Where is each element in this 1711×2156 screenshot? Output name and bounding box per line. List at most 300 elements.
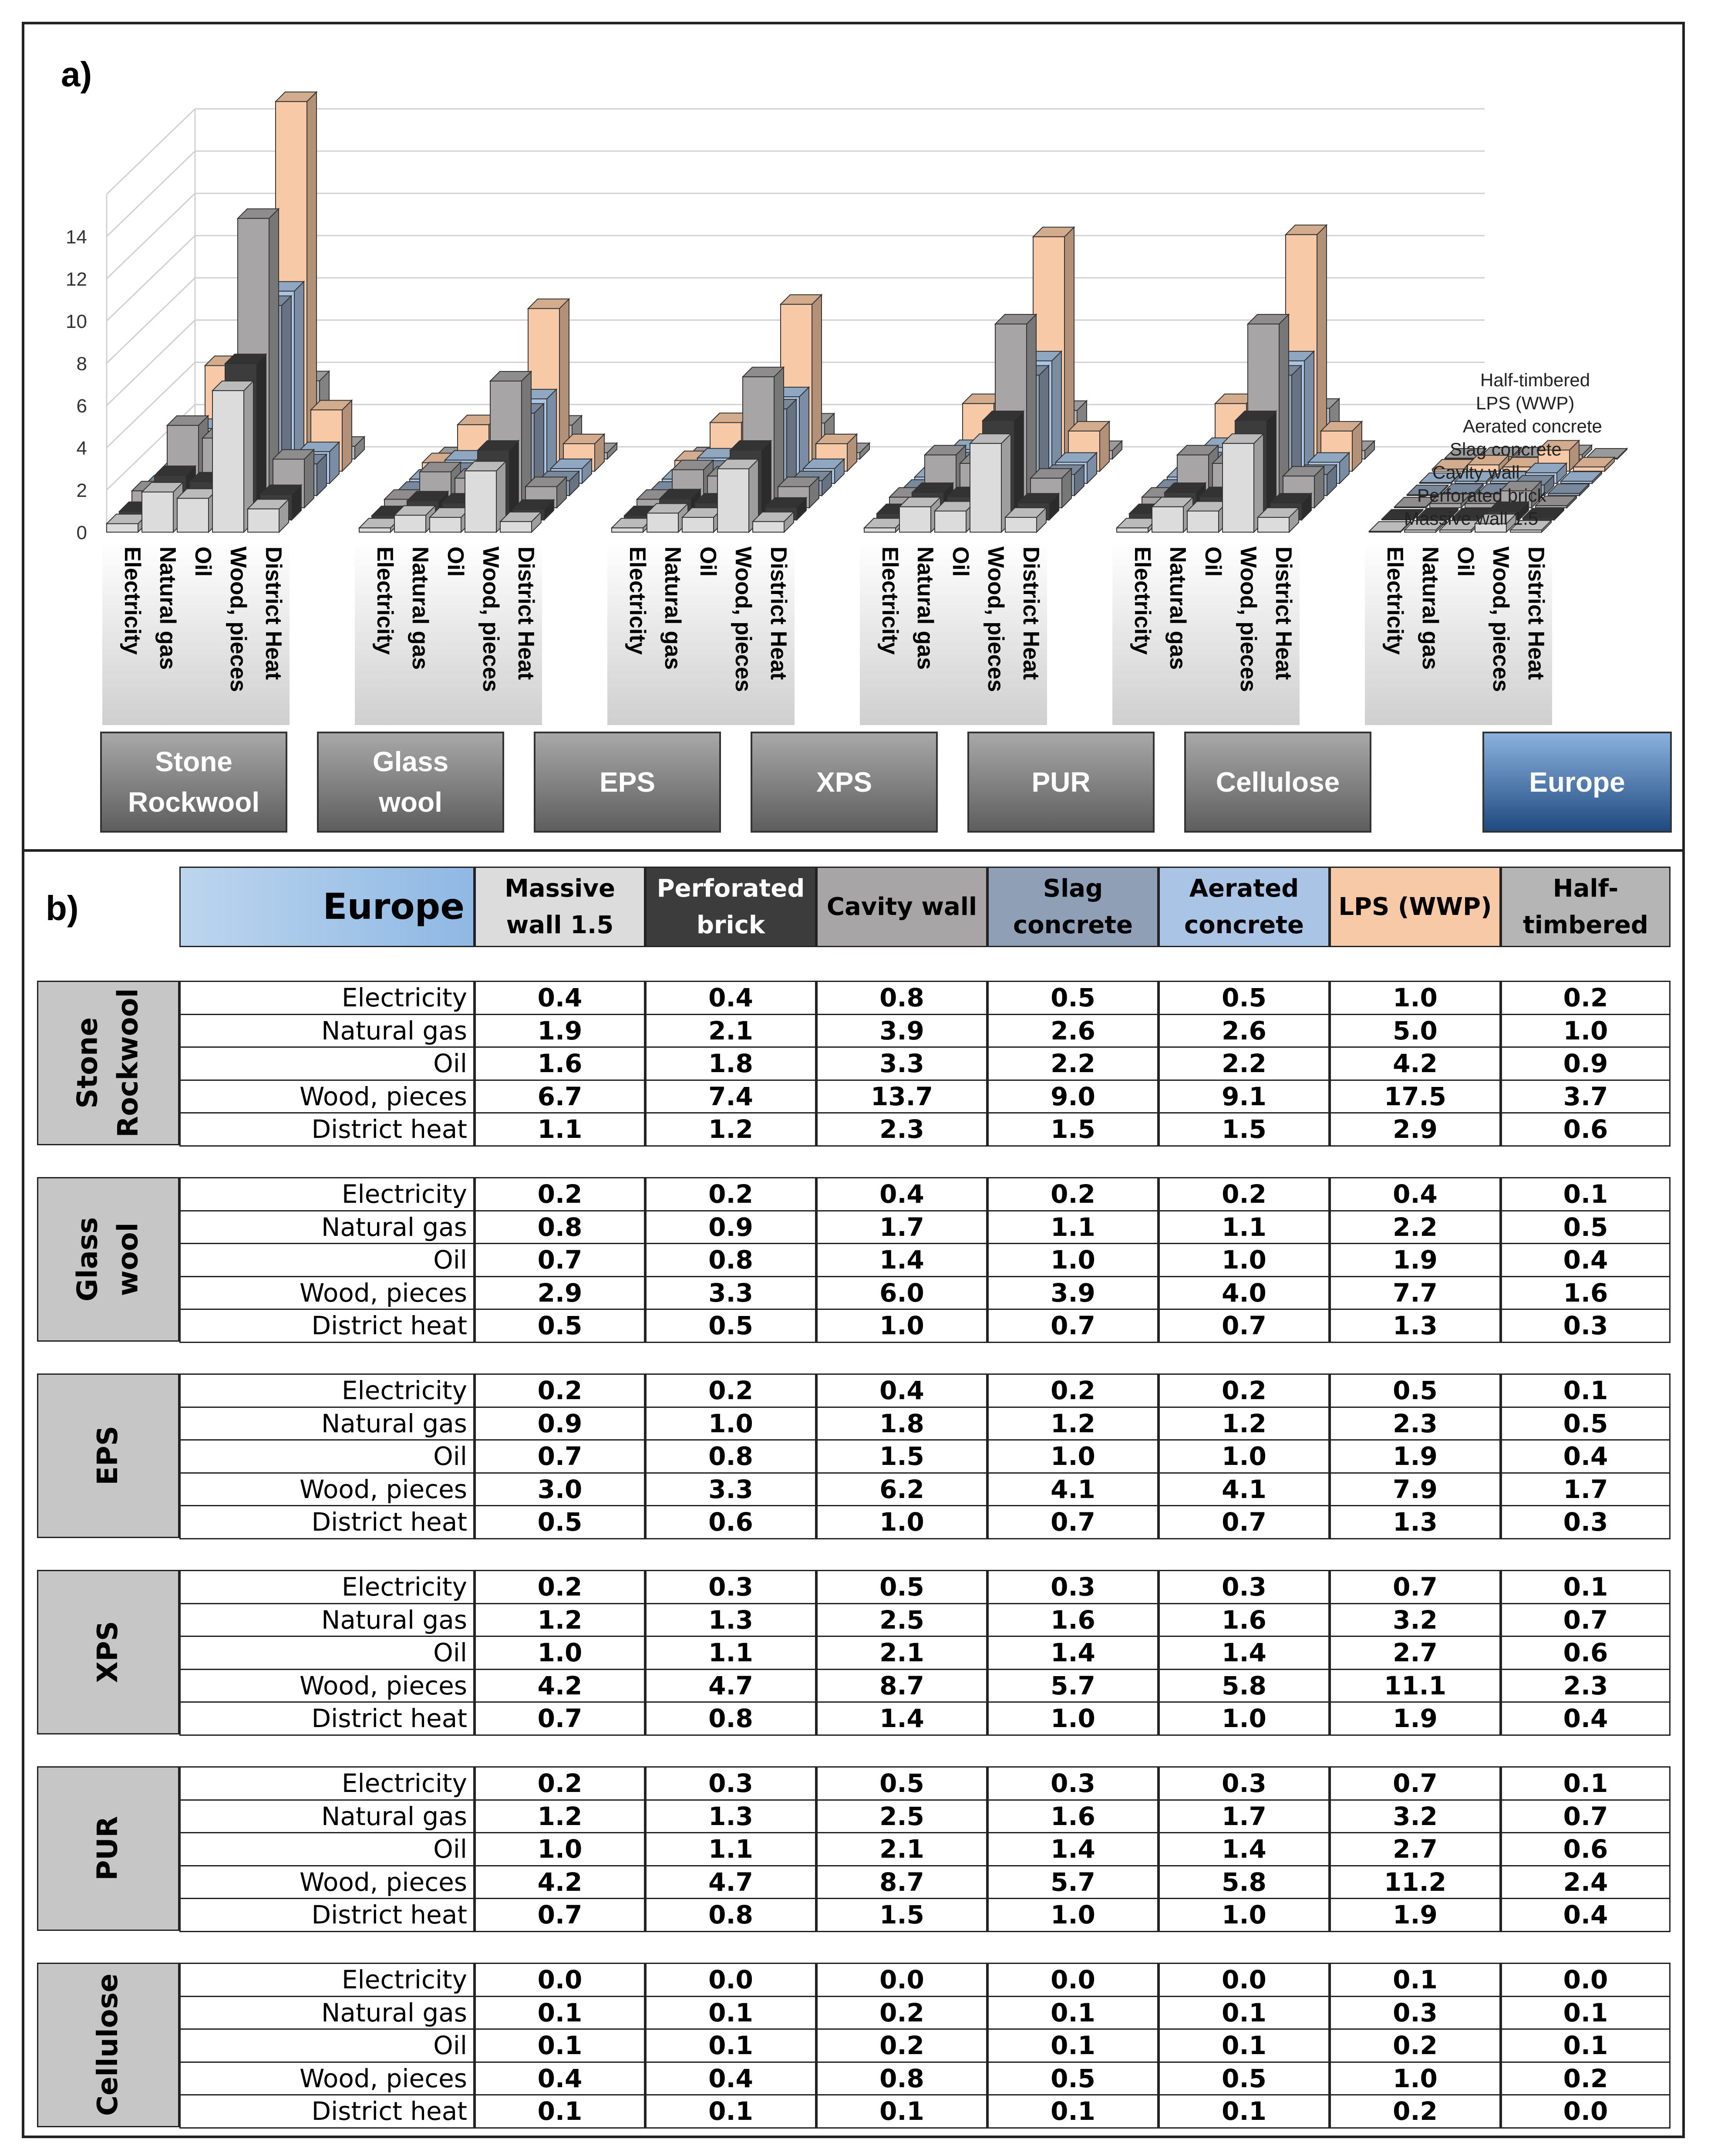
table-cell-value: 0.5 — [1159, 981, 1330, 1015]
x-category-label: Natural gas — [913, 547, 938, 670]
table-row-label: Oil — [179, 1832, 475, 1866]
table-cell-value: 0.5 — [475, 1505, 645, 1539]
table-cell-value: 2.4 — [1501, 1865, 1671, 1900]
table-cell-value: 1.0 — [1501, 1014, 1671, 1048]
table-cell-value: 2.7 — [1330, 1636, 1501, 1670]
table-row-label: Natural gas — [179, 1996, 475, 2030]
table-cell-value: 0.3 — [987, 1570, 1159, 1604]
table-row-label: Natural gas — [179, 1210, 475, 1245]
x-category-label: Wood, pieces — [478, 547, 503, 692]
table-cell-value: 1.4 — [987, 1636, 1159, 1670]
table-cell-value: 0.5 — [475, 1309, 645, 1343]
table-cell-value: 0.8 — [475, 1210, 645, 1245]
table-row-label: Wood, pieces — [179, 1276, 475, 1310]
bar-lps — [1573, 457, 1614, 471]
bar-massive — [899, 497, 940, 532]
table-row-label: Electricity — [179, 1963, 475, 1997]
table-cell-value: 2.9 — [1330, 1112, 1501, 1147]
table-cell-value: 2.3 — [816, 1112, 987, 1147]
panel-b-label: b) — [46, 889, 79, 928]
table-cell-value: 9.1 — [1159, 1080, 1330, 1114]
table-cell-value: 0.8 — [645, 1243, 816, 1277]
table-region-header: Europe — [179, 867, 475, 947]
table-row-label: Natural gas — [179, 1603, 475, 1637]
table-cell-value: 1.3 — [1330, 1309, 1501, 1343]
table-cell-value: 2.6 — [987, 1014, 1159, 1048]
table-cell-value: 0.7 — [1159, 1309, 1330, 1343]
table-cell-value: 0.2 — [1501, 981, 1671, 1015]
table-cell-value: 0.3 — [1159, 1570, 1330, 1604]
table-cell-value: 1.5 — [816, 1898, 987, 1932]
table-cell-value: 0.4 — [1330, 1177, 1501, 1211]
y-tick-label: 2 — [76, 480, 87, 501]
table-cell-value: 1.2 — [475, 1603, 645, 1637]
table-cell-value: 3.3 — [645, 1276, 816, 1310]
table-cell-value: 1.0 — [987, 1898, 1159, 1932]
table-cell-value: 4.7 — [645, 1669, 816, 1703]
table-cell-value: 0.3 — [645, 1766, 816, 1801]
series-depth-label: Perforated brick — [1417, 485, 1546, 506]
table-cell-value: 1.4 — [816, 1243, 987, 1277]
bar-massive — [248, 499, 289, 532]
table-cell-value: 0.6 — [1501, 1636, 1671, 1670]
table-cell-value: 1.9 — [1330, 1898, 1501, 1932]
table-cell-value: 1.6 — [1501, 1276, 1671, 1310]
table-cell-value: 1.3 — [645, 1799, 816, 1834]
y-tick-label: 8 — [76, 353, 87, 375]
table-cell-value: 1.1 — [987, 1210, 1159, 1245]
table-cell-value: 1.0 — [816, 1309, 987, 1343]
table-cell-value: 1.2 — [645, 1112, 816, 1147]
table-column-header: Massive wall 1.5 — [475, 867, 645, 947]
table-cell-value: 0.1 — [1501, 2028, 1671, 2063]
table-cell-value: 1.7 — [1501, 1472, 1671, 1507]
table-cell-value: 0.7 — [987, 1505, 1159, 1539]
table-cell-value: 0.8 — [645, 1701, 816, 1736]
table-row-label: Electricity — [179, 1766, 475, 1801]
table-cell-value: 0.2 — [475, 1570, 645, 1604]
table-cell-value: 1.0 — [475, 1832, 645, 1866]
table-cell-value: 1.0 — [987, 1243, 1159, 1277]
table-cell-value: 9.0 — [987, 1080, 1159, 1114]
table-group-label: EPS — [37, 1373, 179, 1538]
table-cell-value: 11.2 — [1330, 1865, 1501, 1900]
table-row-label: District heat — [179, 1309, 475, 1343]
table-cell-value: 6.7 — [475, 1080, 645, 1114]
table-row-label: Oil — [179, 1046, 475, 1081]
x-category-label: Wood, pieces — [1236, 547, 1261, 692]
table-cell-value: 1.0 — [1159, 1898, 1330, 1932]
table-cell-value: 1.7 — [816, 1210, 987, 1245]
table-cell-value: 0.4 — [816, 1373, 987, 1408]
group-label-box: Cellulose — [1184, 732, 1371, 833]
table-cell-value: 1.0 — [987, 1701, 1159, 1736]
table-cell-value: 3.3 — [816, 1046, 987, 1081]
table-cell-value: 0.8 — [645, 1898, 816, 1932]
table-cell-value: 0.7 — [1501, 1603, 1671, 1637]
table-cell-value: 0.4 — [1501, 1701, 1671, 1736]
table-cell-value: 0.4 — [1501, 1439, 1671, 1474]
table-cell-value: 1.6 — [987, 1603, 1159, 1637]
table-cell-value: 0.0 — [1159, 1963, 1330, 1997]
bar-massive — [359, 518, 400, 532]
table-cell-value: 1.5 — [987, 1112, 1159, 1147]
table-cell-value: 0.0 — [816, 1963, 987, 1997]
series-depth-label: Massive wall 1.5 — [1404, 508, 1539, 529]
table-cell-value: 5.8 — [1159, 1669, 1330, 1703]
table-cell-value: 1.3 — [645, 1603, 816, 1637]
region-label-box: Europe — [1482, 732, 1672, 833]
table-cell-value: 1.4 — [1159, 1832, 1330, 1866]
table-row-label: Wood, pieces — [179, 1865, 475, 1900]
table-cell-value: 2.2 — [1159, 1046, 1330, 1081]
group-label-box: XPS — [751, 732, 938, 833]
table-cell-value: 5.7 — [987, 1865, 1159, 1900]
table-cell-value: 0.1 — [475, 1996, 645, 2030]
table-row-label: Oil — [179, 1243, 475, 1277]
table-row-label: District heat — [179, 1112, 475, 1147]
table-cell-value: 0.4 — [645, 2062, 816, 2096]
bar-massive — [1258, 508, 1299, 532]
table-row-label: Oil — [179, 2028, 475, 2063]
table-cell-value: 1.2 — [475, 1799, 645, 1834]
table-row-label: Natural gas — [179, 1799, 475, 1834]
table-cell-value: 0.3 — [1501, 1309, 1671, 1343]
x-category-label: Natural gas — [1165, 547, 1190, 670]
table-cell-value: 5.8 — [1159, 1865, 1330, 1900]
table-cell-value: 0.1 — [645, 2028, 816, 2063]
table-cell-value: 7.4 — [645, 1080, 816, 1114]
table-cell-value: 1.1 — [645, 1636, 816, 1670]
table-cell-value: 4.1 — [1159, 1472, 1330, 1507]
table-cell-value: 0.7 — [1501, 1799, 1671, 1834]
table-row-label: District heat — [179, 1701, 475, 1736]
table-column-header: Cavity wall — [816, 867, 987, 947]
table-cell-value: 0.1 — [475, 2028, 645, 2063]
table-cell-value: 1.9 — [475, 1014, 645, 1048]
table-cell-value: 0.7 — [475, 1701, 645, 1736]
table-cell-value: 0.7 — [475, 1243, 645, 1277]
table-cell-value: 1.0 — [987, 1439, 1159, 1474]
table-cell-value: 1.0 — [1159, 1701, 1330, 1736]
table-cell-value: 0.2 — [475, 1766, 645, 1801]
table-cell-value: 0.2 — [1159, 1177, 1330, 1211]
table-group-label: XPS — [37, 1570, 179, 1734]
table-cell-value: 8.7 — [816, 1669, 987, 1703]
table-cell-value: 4.0 — [1159, 1276, 1330, 1310]
table-cell-value: 1.5 — [816, 1439, 987, 1474]
table-row-label: Oil — [179, 1636, 475, 1670]
table-row-label: District heat — [179, 1505, 475, 1539]
table-column-header: LPS (WWP) — [1330, 867, 1501, 947]
table-cell-value: 0.2 — [987, 1373, 1159, 1408]
table-group-label: Glass wool — [37, 1177, 179, 1342]
panel-a-label: a) — [61, 55, 92, 94]
table-cell-value: 1.7 — [1159, 1799, 1330, 1834]
table-cell-value: 0.3 — [1330, 1996, 1501, 2030]
table-cell-value: 0.6 — [1501, 1832, 1671, 1866]
bar-massive — [500, 512, 541, 532]
table-cell-value: 0.4 — [645, 981, 816, 1015]
bar-massive — [142, 482, 183, 532]
x-category-label: District Heat — [513, 547, 539, 680]
bar-massive — [717, 459, 758, 533]
table-cell-value: 0.4 — [1501, 1898, 1671, 1932]
table-cell-value: 0.1 — [1159, 2094, 1330, 2129]
table-cell-value: 0.2 — [987, 1177, 1159, 1211]
x-category-label: Electricity — [1130, 547, 1155, 655]
x-category-label: Electricity — [877, 547, 903, 655]
bar-massive — [682, 508, 723, 532]
table-cell-value: 5.7 — [987, 1669, 1159, 1703]
bar-massive — [430, 508, 471, 532]
table-cell-value: 0.1 — [645, 1996, 816, 2030]
table-cell-value: 0.5 — [987, 981, 1159, 1015]
table-cell-value: 1.6 — [987, 1799, 1159, 1834]
table-cell-value: 1.0 — [1330, 2062, 1501, 2096]
table-cell-value: 2.9 — [475, 1276, 645, 1310]
table-cell-value: 0.1 — [987, 2094, 1159, 2129]
table-cell-value: 0.1 — [1159, 1996, 1330, 2030]
y-tick-label: 4 — [76, 438, 87, 459]
table-cell-value: 7.9 — [1330, 1472, 1501, 1507]
table-cell-value: 5.0 — [1330, 1014, 1501, 1048]
table-row-label: District heat — [179, 1898, 475, 1932]
bar-massive — [612, 518, 653, 532]
table-cell-value: 11.1 — [1330, 1669, 1501, 1703]
table-cell-value: 0.7 — [475, 1898, 645, 1932]
table-cell-value: 0.1 — [1501, 1373, 1671, 1408]
table-row-label: Electricity — [179, 981, 475, 1015]
group-label-box: PUR — [967, 732, 1155, 833]
table-cell-value: 0.0 — [475, 1963, 645, 1997]
x-category-label: Oil — [695, 547, 721, 577]
table-cell-value: 0.2 — [1501, 2062, 1671, 2096]
table-cell-value: 3.3 — [645, 1472, 816, 1507]
table-cell-value: 1.4 — [1159, 1636, 1330, 1670]
table-cell-value: 0.1 — [645, 2094, 816, 2129]
x-category-label: Oil — [190, 547, 216, 577]
table-cell-value: 2.6 — [1159, 1014, 1330, 1048]
table-column-header: Slag concrete — [987, 867, 1159, 947]
table-cell-value: 1.4 — [987, 1832, 1159, 1866]
table-row-label: Electricity — [179, 1373, 475, 1408]
table-column-header: Half- timbered — [1501, 867, 1671, 947]
table-cell-value: 0.0 — [1501, 1963, 1671, 1997]
bar-aerated — [1561, 472, 1602, 483]
bar-massive — [1152, 497, 1193, 532]
table-cell-value: 1.3 — [1330, 1505, 1501, 1539]
table-row-label: District heat — [179, 2094, 475, 2129]
series-depth-label: Slag concrete — [1450, 439, 1562, 459]
table-cell-value: 2.3 — [1501, 1669, 1671, 1703]
x-category-label: District Heat — [1271, 547, 1296, 680]
table-cell-value: 3.7 — [1501, 1080, 1671, 1114]
bar-massive — [1187, 502, 1228, 533]
table-cell-value: 17.5 — [1330, 1080, 1501, 1114]
table-cell-value: 1.0 — [1159, 1243, 1330, 1277]
table-cell-value: 1.9 — [1330, 1701, 1501, 1736]
table-cell-value: 4.1 — [987, 1472, 1159, 1507]
table-cell-value: 1.6 — [475, 1046, 645, 1081]
table-cell-value: 0.1 — [1159, 2028, 1330, 2063]
table-cell-value: 0.2 — [1159, 1373, 1330, 1408]
table-cell-value: 0.7 — [1159, 1505, 1330, 1539]
bar-slag — [1548, 484, 1589, 496]
table-cell-value: 2.7 — [1330, 1832, 1501, 1866]
x-category-label: Wood, pieces — [1488, 547, 1513, 692]
group-label-box: Stone Rockwool — [100, 732, 287, 833]
bar-massive — [394, 506, 435, 532]
y-tick-label: 0 — [76, 522, 87, 543]
table-cell-value: 0.9 — [1501, 1046, 1671, 1081]
table-cell-value: 8.7 — [816, 1865, 987, 1900]
table-cell-value: 4.2 — [475, 1865, 645, 1900]
table-cell-value: 0.7 — [987, 1309, 1159, 1343]
bar-massive — [753, 512, 794, 532]
table-cell-value: 1.0 — [475, 1636, 645, 1670]
table-cell-value: 4.2 — [1330, 1046, 1501, 1081]
table-cell-value: 0.4 — [1501, 1243, 1671, 1277]
table-cell-value: 0.1 — [1501, 1177, 1671, 1211]
x-category-label: Electricity — [625, 547, 650, 655]
table-cell-value: 0.5 — [987, 2062, 1159, 2096]
table-column-header: Perforated brick — [645, 867, 816, 947]
table-cell-value: 0.2 — [475, 1373, 645, 1408]
table-cell-value: 0.2 — [1330, 2094, 1501, 2129]
series-depth-label: Cavity wall — [1432, 462, 1520, 482]
series-depth-label: Half-timbered — [1480, 370, 1590, 390]
x-category-label: Wood, pieces — [226, 547, 251, 692]
table-cell-value: 1.4 — [816, 1701, 987, 1736]
x-category-label: Wood, pieces — [731, 547, 756, 692]
table-cell-value: 0.2 — [816, 1996, 987, 2030]
x-category-label: Wood, pieces — [983, 547, 1008, 692]
x-category-label: District Heat — [1018, 547, 1044, 680]
group-label-box: EPS — [534, 732, 721, 833]
x-category-label: Oil — [1453, 547, 1478, 577]
table-cell-value: 3.0 — [475, 1472, 645, 1507]
x-category-label: District Heat — [766, 547, 791, 680]
table-cell-value: 0.1 — [816, 2094, 987, 2129]
x-category-label: Electricity — [120, 547, 145, 655]
table-row-label: Electricity — [179, 1177, 475, 1211]
x-category-label: District Heat — [261, 547, 286, 680]
table-cell-value: 1.0 — [816, 1505, 987, 1539]
bar-massive — [1117, 518, 1158, 532]
y-tick-label: 12 — [66, 269, 87, 290]
table-cell-value: 13.7 — [816, 1080, 987, 1114]
panel-divider — [22, 849, 1685, 852]
table-cell-value: 0.6 — [1501, 1112, 1671, 1147]
table-row-label: Wood, pieces — [179, 1669, 475, 1703]
table-cell-value: 0.7 — [1330, 1570, 1501, 1604]
table-cell-value: 0.5 — [1501, 1407, 1671, 1441]
table-row-label: Oil — [179, 1439, 475, 1474]
table-cell-value: 2.1 — [816, 1636, 987, 1670]
table-cell-value: 1.8 — [816, 1407, 987, 1441]
x-category-label: Oil — [443, 547, 468, 577]
y-tick-label: 14 — [66, 226, 87, 248]
table-cell-value: 4.7 — [645, 1865, 816, 1900]
table-cell-value: 0.3 — [1501, 1505, 1671, 1539]
table-group-label: PUR — [37, 1766, 179, 1931]
table-cell-value: 0.5 — [1159, 2062, 1330, 2096]
group-label-box: Glass wool — [317, 732, 504, 833]
table-row-label: Electricity — [179, 1570, 475, 1604]
table-cell-value: 3.2 — [1330, 1603, 1501, 1637]
x-category-label: Natural gas — [155, 547, 180, 670]
table-cell-value: 0.3 — [645, 1570, 816, 1604]
x-category-label: Natural gas — [1418, 547, 1443, 670]
table-cell-value: 0.2 — [816, 2028, 987, 2063]
table-cell-value: 0.2 — [645, 1373, 816, 1408]
x-category-label: Natural gas — [660, 547, 685, 670]
table-group-label: Cellulose — [37, 1963, 179, 2127]
table-cell-value: 2.1 — [816, 1832, 987, 1866]
table-cell-value: 0.4 — [475, 981, 645, 1015]
table-cell-value: 0.1 — [987, 1996, 1159, 2030]
table-cell-value: 3.9 — [816, 1014, 987, 1048]
table-cell-value: 3.2 — [1330, 1799, 1501, 1834]
table-cell-value: 0.9 — [475, 1407, 645, 1441]
table-column-header: Aerated concrete — [1159, 867, 1330, 947]
table-cell-value: 1.2 — [1159, 1407, 1330, 1441]
table-cell-value: 0.0 — [987, 1963, 1159, 1997]
bar-massive — [864, 518, 905, 532]
table-cell-value: 2.5 — [816, 1799, 987, 1834]
table-cell-value: 0.9 — [645, 1210, 816, 1245]
table-row-label: Natural gas — [179, 1407, 475, 1441]
table-cell-value: 0.3 — [1159, 1766, 1330, 1801]
table-cell-value: 0.1 — [1501, 1570, 1671, 1604]
table-cell-value: 0.8 — [816, 981, 987, 1015]
table-cell-value: 1.1 — [475, 1112, 645, 1147]
series-depth-label: Aerated concrete — [1463, 416, 1602, 436]
bar-massive — [177, 489, 218, 532]
table-cell-value: 0.4 — [816, 1177, 987, 1211]
bars — [107, 92, 1627, 532]
table-row-label: Wood, pieces — [179, 1472, 475, 1507]
table-cell-value: 1.0 — [1159, 1439, 1330, 1474]
table-cell-value: 0.7 — [1330, 1766, 1501, 1801]
table-cell-value: 6.0 — [816, 1276, 987, 1310]
x-category-label: Oil — [1200, 547, 1226, 577]
table-cell-value: 0.4 — [475, 2062, 645, 2096]
bar-massive — [107, 514, 148, 532]
table-cell-value: 1.1 — [645, 1832, 816, 1866]
table-cell-value: 0.3 — [987, 1766, 1159, 1801]
table-cell-value: 0.2 — [475, 1177, 645, 1211]
x-category-label: Natural gas — [408, 547, 433, 670]
y-tick-label: 6 — [76, 395, 87, 417]
table-cell-value: 1.9 — [1330, 1439, 1501, 1474]
x-category-label: District Heat — [1523, 547, 1549, 680]
table-row-label: Wood, pieces — [179, 2062, 475, 2096]
table-cell-value: 0.1 — [1501, 1766, 1671, 1801]
table-cell-value: 2.1 — [645, 1014, 816, 1048]
bar-chart-3d — [0, 0, 1711, 849]
table-cell-value: 2.2 — [1330, 1210, 1501, 1245]
table-cell-value: 2.5 — [816, 1603, 987, 1637]
table-cell-value: 0.0 — [1501, 2094, 1671, 2129]
table-cell-value: 1.0 — [645, 1407, 816, 1441]
table-cell-value: 0.1 — [987, 2028, 1159, 2063]
bar-massive — [212, 381, 253, 532]
table-cell-value: 0.1 — [475, 2094, 645, 2129]
table-cell-value: 0.5 — [816, 1766, 987, 1801]
table-cell-value: 2.2 — [987, 1046, 1159, 1081]
